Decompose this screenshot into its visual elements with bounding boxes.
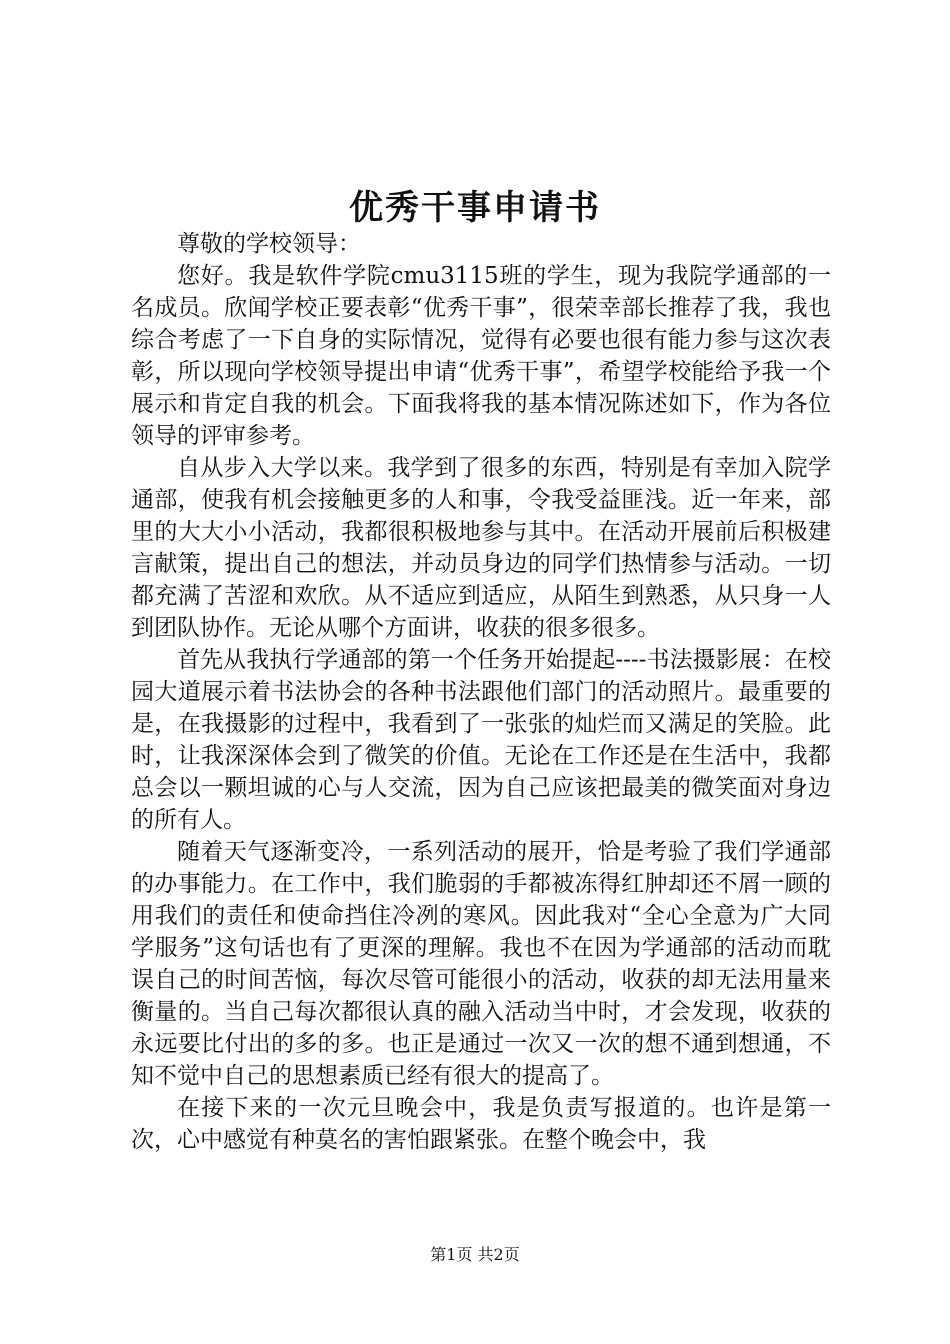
document-body (131, 228, 831, 1156)
page-footer: 第1页 共2页 (430, 1245, 520, 1264)
salutation: 尊敬的学校领导： (177, 231, 361, 257)
paragraph: 随着天气逐渐变冷，一系列活动的展开，恰是考验了我们学通部的办事能力。在工作中，我们脆弱的手都被冻得红肿却还不屑一顾的用我们的责任和使命挡住冷冽的寒风。因此我对“全心全意为广大同学服务”这句话也有了更深的理解。我也不在因为学通部的活动而耽误自己的时间苦恼，每次尽管可能很小的活动，收获的却无法用量来衡量的。当自己每次都很认真的融入活动当中时，才会发现，收获的永远要比付出的多的多。也正是通过一次又一次的想不通到想通，不知不觉中自己的思想素质已经有很大的提高了。 (131, 839, 831, 1089)
paragraph: 自从步入大学以来。我学到了很多的东西，特别是有幸加入院学通部，使我有机会接触更多的人和事，令我受益匪浅。近一年来，部里的大大小小活动，我都很积极地参与其中。在活动开展前后积极建言献策，提出自己的想法，并动员身边的同学们热情参与活动。一切都充满了苦涩和欢欣。从不适应到适应，从陌生到熟悉，从只身一人到团队协作。无论从哪个方面讲，收获的很多很多。 (131, 455, 831, 641)
document-title: 优秀干事申请书 (349, 188, 601, 228)
paragraph: 您好。我是软件学院cmu3115班的学生，现为我院学通部的一名成员。欣闻学校正要表彰“优秀干事”，很荣幸部长推荐了我，我也综合考虑了一下自身的实际情况，觉得有必要也很有能力参与这次表彰，所以现向学校领导提出申请“优秀干事”，希望学校能给予我一个展示和肯定自我的机会。下面我将我的基本情况陈述如下，作为各位领导的评审参考。 (131, 263, 831, 449)
paragraph: 在接下来的一次元旦晚会中，我是负责写报道的。也许是第一次，心中感觉有种莫名的害怕跟紧张。在整个晚会中，我 (131, 1095, 831, 1153)
paragraph: 首先从我执行学通部的第一个任务开始提起----书法摄影展：在校园大道展示着书法协会的各种书法跟他们部门的活动照片。最重要的是，在我摄影的过程中，我看到了一张张的灿烂而又满足的笑脸。此时，让我深深体会到了微笑的价值。无论在工作还是在生活中，我都总会以一颗坦诚的心与人交流，因为自己应该把最美的微笑面对身边的所有人。 (131, 647, 831, 833)
